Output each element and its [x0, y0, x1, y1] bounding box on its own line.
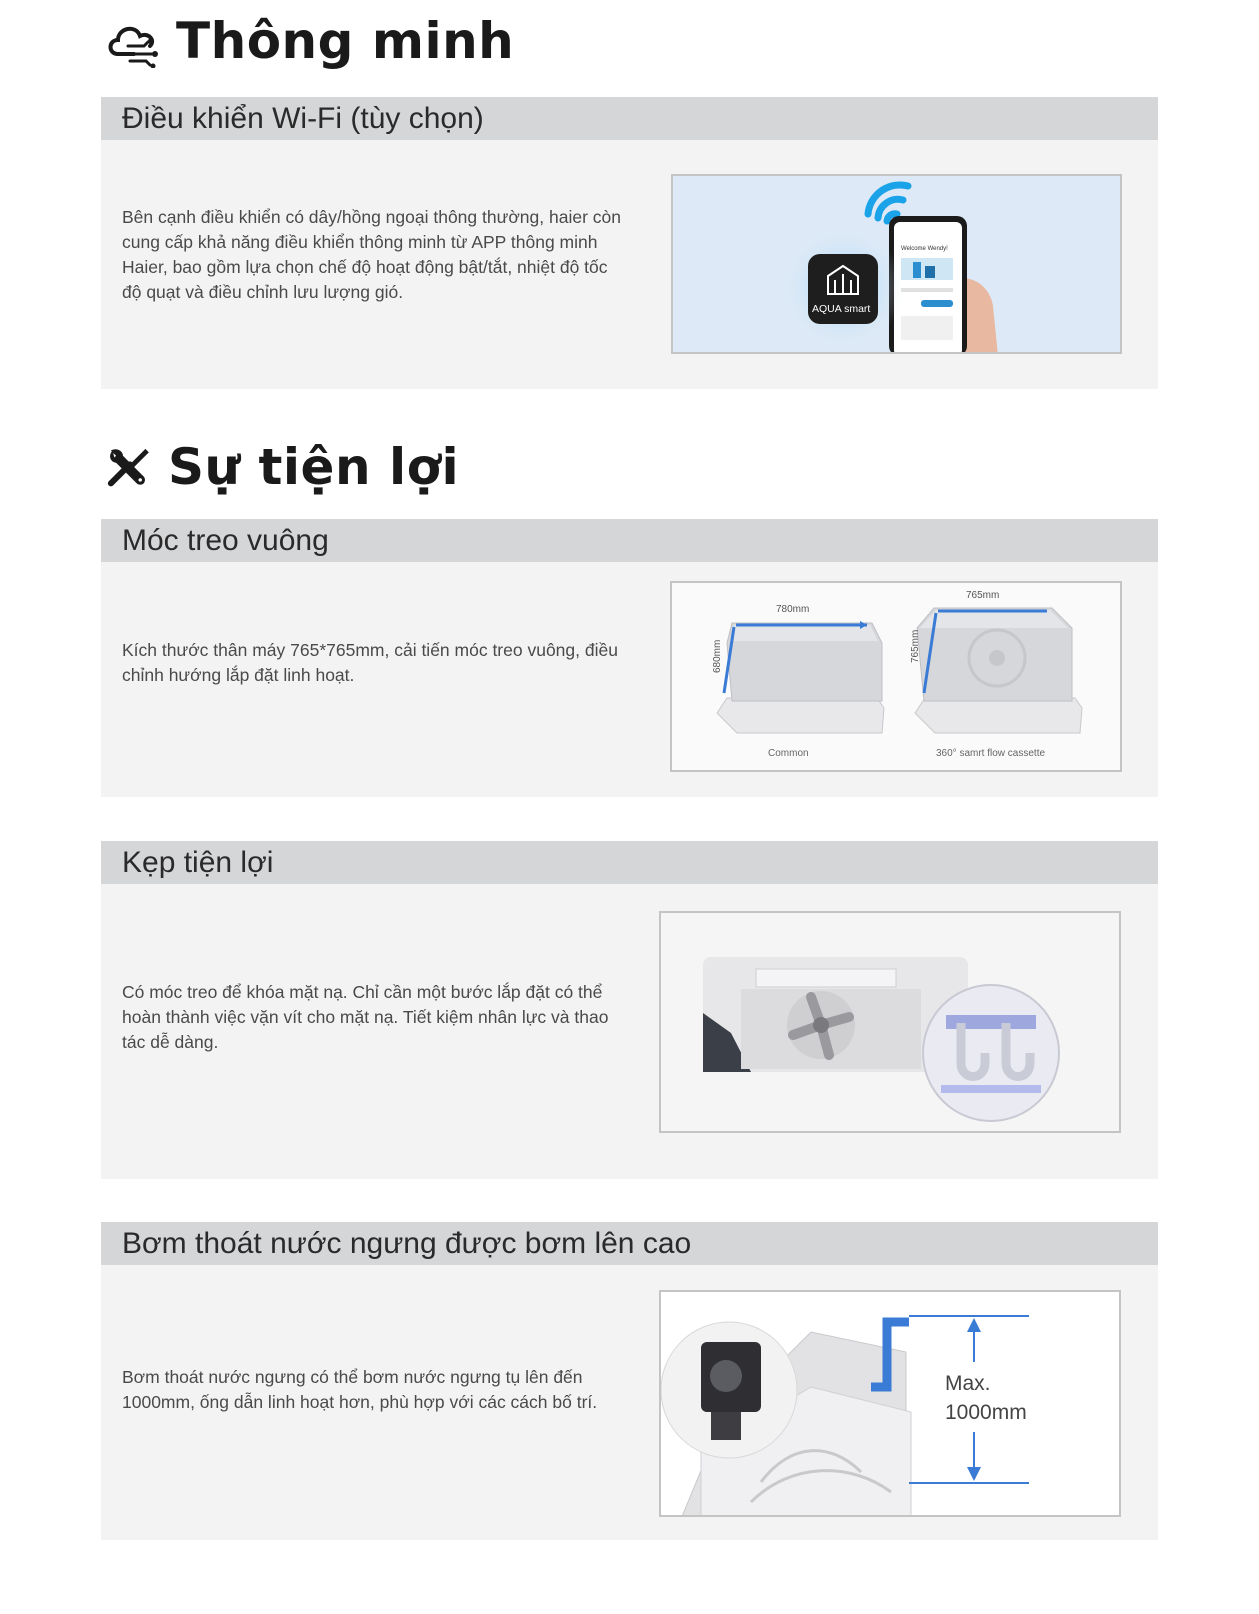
feature-description: Bơm thoát nước ngưng có thể bơm nước ngưng tụ lên đến 1000mm, ống dẫn linh hoạt hơn, phù hợp với các cách bố trí.	[122, 1367, 598, 1412]
section-title-text: Sự tiện lợi	[168, 438, 460, 496]
feature-description: Kích thước thân máy 765*765mm, cải tiến móc treo vuông, điều chỉnh hướng lắp đặt linh hoạt.	[122, 640, 618, 685]
feature-header-bar	[101, 97, 1158, 140]
feature-panel-clip	[101, 841, 1158, 1179]
feature-header-bar	[101, 1222, 1158, 1265]
feature-header-bar	[101, 519, 1158, 562]
feature-panel-square-hook	[101, 519, 1158, 797]
feature-heading: Kẹp tiện lợi	[122, 845, 274, 879]
right-caption: 360° samrt flow cassette	[936, 748, 1046, 759]
app-logo-text: AQUA smart	[812, 303, 871, 315]
feature-heading: Điều khiển Wi-Fi (tùy chọn)	[122, 101, 484, 135]
wifi-app-graphic	[673, 176, 1122, 354]
tools-icon	[104, 442, 154, 492]
max-value: 1000mm	[945, 1401, 1027, 1424]
feature-description: Có móc treo để khóa mặt nạ. Chỉ cần một bước lắp đặt có thể hoàn thành việc vặn vít cho mặt nạ. Tiết kiệm nhân lực và thao tác dễ dàng.	[122, 982, 609, 1052]
feature-heading: Bơm thoát nước ngưng được bơm lên cao	[122, 1226, 692, 1260]
feature-panel-drain-pump	[101, 1222, 1158, 1540]
clip-graphic	[661, 913, 1121, 1133]
unit-size-comparison	[670, 581, 1122, 772]
left-width-label: 780mm	[776, 604, 810, 615]
wifi-app-illustration	[671, 174, 1122, 354]
feature-heading: Móc treo vuông	[122, 523, 329, 557]
left-caption: Common	[768, 748, 809, 759]
max-label: Max.	[945, 1372, 991, 1395]
feature-panel-wifi	[101, 97, 1158, 389]
left-depth-label: 680mm	[712, 639, 723, 673]
clip-illustration	[659, 911, 1121, 1133]
right-width-label: 765mm	[966, 590, 1000, 601]
right-depth-label: 765mm	[910, 629, 921, 663]
phone-greeting: Welcome Wendy!	[901, 246, 948, 252]
unit-size-graphic	[672, 583, 1122, 772]
section-title-smart	[104, 12, 514, 70]
feature-description: Bên cạnh điều khiển có dây/hồng ngoại thông thường, haier còn cung cấp khả năng điều khiển thông minh từ APP thông minh Haier, bao gồm lựa chọn chế độ hoạt động bật/tắt, nhiệt độ tốc độ quạt và điều chỉnh lưu lượng gió.	[122, 207, 621, 302]
drain-pump-graphic	[661, 1292, 1121, 1517]
drain-pump-illustration	[659, 1290, 1121, 1517]
section-title-text: Thông minh	[176, 12, 515, 70]
section-title-convenience	[104, 438, 459, 496]
cloud-network-icon	[104, 14, 162, 68]
feature-header-bar	[101, 841, 1158, 884]
